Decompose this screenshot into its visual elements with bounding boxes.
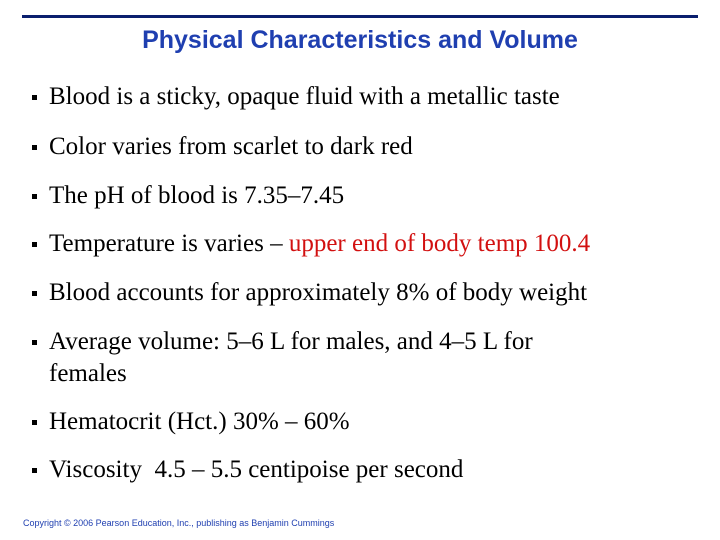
bullet-text: Viscosity 4.5 – 5.5 centipoise per second bbox=[49, 456, 464, 483]
square-bullet-icon bbox=[32, 242, 37, 247]
square-bullet-icon bbox=[32, 95, 37, 100]
square-bullet-icon bbox=[32, 145, 37, 150]
bullet-text-highlight: upper end of body temp 100.4 bbox=[288, 230, 591, 257]
square-bullet-icon bbox=[32, 291, 37, 296]
square-bullet-icon bbox=[32, 194, 37, 199]
bullet-text: Hematocrit (Hct.) 30% – 60% bbox=[49, 408, 350, 435]
bullet-text bbox=[49, 228, 679, 260]
bullet-text: Blood accounts for approximately 8% of body weight bbox=[49, 279, 588, 306]
top-rule bbox=[22, 15, 698, 18]
bullet-text: The pH of blood is 7.35–7.45 bbox=[49, 182, 345, 209]
bullet-text: Average volume: 5–6 L for males, and 4–5 L for females bbox=[49, 328, 533, 387]
bullet-text: Blood is a sticky, opaque fluid with a metallic taste bbox=[49, 83, 560, 110]
square-bullet-icon bbox=[32, 340, 37, 345]
bullet-text: Color varies from scarlet to dark red bbox=[49, 133, 413, 160]
square-bullet-icon bbox=[32, 468, 37, 473]
slide-title: Physical Characteristics and Volume bbox=[142, 26, 578, 54]
square-bullet-icon bbox=[32, 420, 37, 425]
copyright-footer: Copyright © 2006 Pearson Education, Inc., publishing as Benjamin Cummings bbox=[23, 518, 335, 528]
bullet-text-plain: Temperature is varies – bbox=[49, 230, 289, 257]
